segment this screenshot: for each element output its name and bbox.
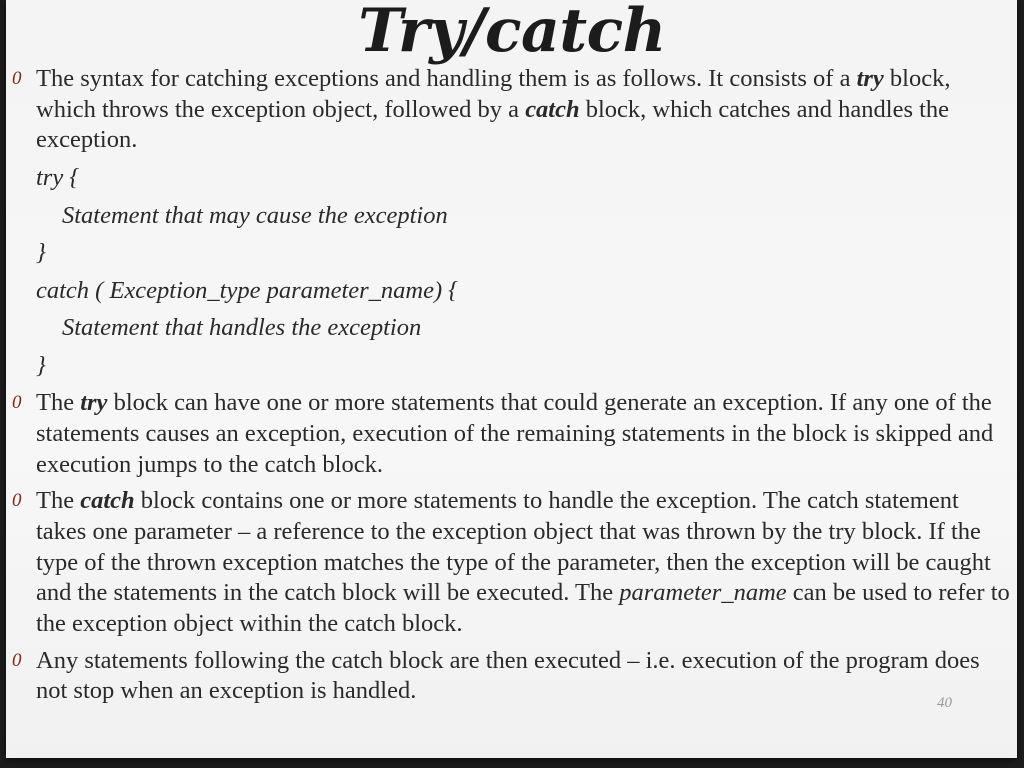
page-number: 40 xyxy=(937,695,952,711)
bullet-intro xyxy=(10,64,1014,156)
bullet-marker: 0 xyxy=(12,649,22,671)
bullet-catch xyxy=(10,486,1014,640)
keyword-catch: catch xyxy=(525,95,580,123)
code-line: Statement that may cause the exception xyxy=(62,201,448,229)
code-line: try { xyxy=(36,164,80,192)
code-sample xyxy=(10,163,1014,388)
catch-text-2: block contains one or more statements to handle the exception. The catch statement takes one parameter – a reference to the exception object that was thrown by the try block. If the type of the thrown exception matches the type of the parameter, then the exception will be caught and the statements in the catch block will be executed. The xyxy=(36,487,991,607)
try-text-2: block can have one or more statements that could generate an exception. If any one of the statements causes an exception, execution of the remaining statements in the block is skipped and execution jumps to the catch block. xyxy=(36,389,994,478)
parameter-name: parameter_name xyxy=(619,579,787,607)
bullet-marker: 0 xyxy=(12,68,22,89)
try-text-1: The xyxy=(36,389,81,417)
intro-text-1: The syntax for catching exceptions and handling them is as follows. It consists of a xyxy=(36,65,857,92)
bullet-try xyxy=(10,388,1014,480)
bullet-marker: 0 xyxy=(12,490,22,512)
catch-text-1: The xyxy=(36,487,81,515)
keyword-try: try xyxy=(80,389,108,417)
bullet-after xyxy=(10,646,1014,707)
keyword-catch: catch xyxy=(80,487,135,515)
catch-text-3: can be used to refer to the exception object within the catch block. xyxy=(36,579,1010,638)
intro-text-3: block, which catches and handles the exception. xyxy=(36,95,950,154)
slide-title: Try/catch xyxy=(358,0,666,66)
bullet-marker: 0 xyxy=(12,392,22,414)
code-line: } xyxy=(36,239,46,267)
code-line: Statement that handles the exception xyxy=(62,314,422,342)
code-line: catch ( Exception_type parameter_name) { xyxy=(36,276,459,304)
slide-body xyxy=(10,64,1014,713)
after-text: Any statements following the catch block are then executed – i.e. execution of the program does not stop when an exception is handled. xyxy=(36,646,980,705)
code-line: } xyxy=(36,351,46,379)
intro-text-2: block, which throws the exception object, followed by a xyxy=(36,65,951,123)
keyword-try: try xyxy=(856,65,884,92)
